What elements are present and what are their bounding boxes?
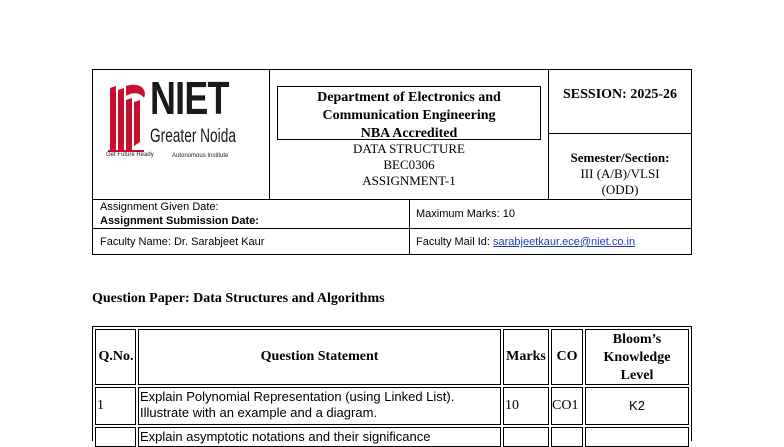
- qtable-left-outer: [92, 326, 93, 441]
- semester-label: Semester/Section:: [570, 150, 670, 165]
- row1-qno: 1: [97, 398, 104, 413]
- row1-statement-line-1: Explain Polynomial Representation (using Linked List).: [140, 389, 455, 404]
- department-box: [277, 86, 541, 140]
- row1-statement: [140, 389, 500, 421]
- paper-title: Question Paper: Data Structures and Algorithms: [92, 291, 385, 306]
- header-border-top: [92, 69, 692, 70]
- semester-term: (ODD): [601, 182, 639, 197]
- row1-marks: 10: [505, 398, 519, 413]
- logo-autonomous: Autonomous Institute: [172, 153, 229, 159]
- faculty-mail-link[interactable]: sarabjeetkaur.ece@niet.co.in: [493, 236, 636, 248]
- cell-blooms-row2: [585, 427, 689, 447]
- logo-tagline: Get Future Ready: [106, 152, 154, 158]
- qtable-top-outer: [92, 326, 692, 327]
- course-info: [277, 141, 541, 189]
- given-date-label: Assignment Given Date:: [100, 201, 219, 213]
- row1-level: K2: [629, 398, 645, 413]
- semester-info: [549, 150, 691, 198]
- submission-date-label: Assignment Submission Date:: [100, 215, 259, 227]
- divider-session-h: [548, 133, 692, 134]
- department-line-1: Department of Electronics and: [317, 90, 501, 105]
- faculty-mail: [416, 235, 635, 249]
- divider-logo: [269, 69, 270, 199]
- header-border-bottom: [92, 254, 692, 255]
- header-blooms-line-2: Knowledge: [603, 350, 671, 365]
- cell-marks-row2: [503, 427, 549, 447]
- department-line-3: NBA Accredited: [360, 126, 458, 141]
- session-label: SESSION: 2025-26: [563, 87, 677, 102]
- header-blooms: [585, 331, 689, 385]
- faculty-mail-label: Faculty Mail Id:: [416, 236, 490, 248]
- header-qno: Q.No.: [98, 349, 134, 364]
- niet-emblem-icon: [104, 80, 148, 156]
- department-line-2: Communication Engineering: [322, 108, 496, 123]
- assignment-number: ASSIGNMENT-1: [362, 173, 456, 188]
- header-blooms-line-3: Level: [620, 368, 654, 383]
- course-code: BEC0306: [383, 157, 435, 172]
- divider-info-v: [409, 199, 410, 255]
- logo-subtitle: Greater Noida: [150, 126, 236, 147]
- niet-logo: [104, 72, 260, 168]
- course-name: DATA STRUCTURE: [353, 141, 465, 156]
- divider-info-mid: [92, 228, 692, 229]
- row1-co: CO1: [552, 398, 579, 413]
- row2-statement-line-1: Explain asymptotic notations and their significance: [140, 429, 431, 444]
- semester-value: III (A/B)/VLSI: [580, 166, 660, 181]
- max-marks: Maximum Marks: 10: [416, 208, 516, 220]
- cell-qno-row2: [95, 427, 136, 447]
- header-statement: Question Statement: [260, 349, 379, 364]
- faculty-name: Faculty Name: Dr. Sarabjeet Kaur: [100, 236, 265, 248]
- header-co: CO: [556, 349, 578, 364]
- logo-wordmark: NIET: [150, 72, 229, 124]
- header-marks: Marks: [506, 349, 546, 364]
- row1-statement-line-2: Illustrate with an example and a diagram.: [140, 405, 378, 420]
- cell-co-row2: [551, 427, 583, 447]
- header-blooms-line-1: Bloom’s: [612, 332, 662, 347]
- qtable-right-outer: [691, 326, 692, 441]
